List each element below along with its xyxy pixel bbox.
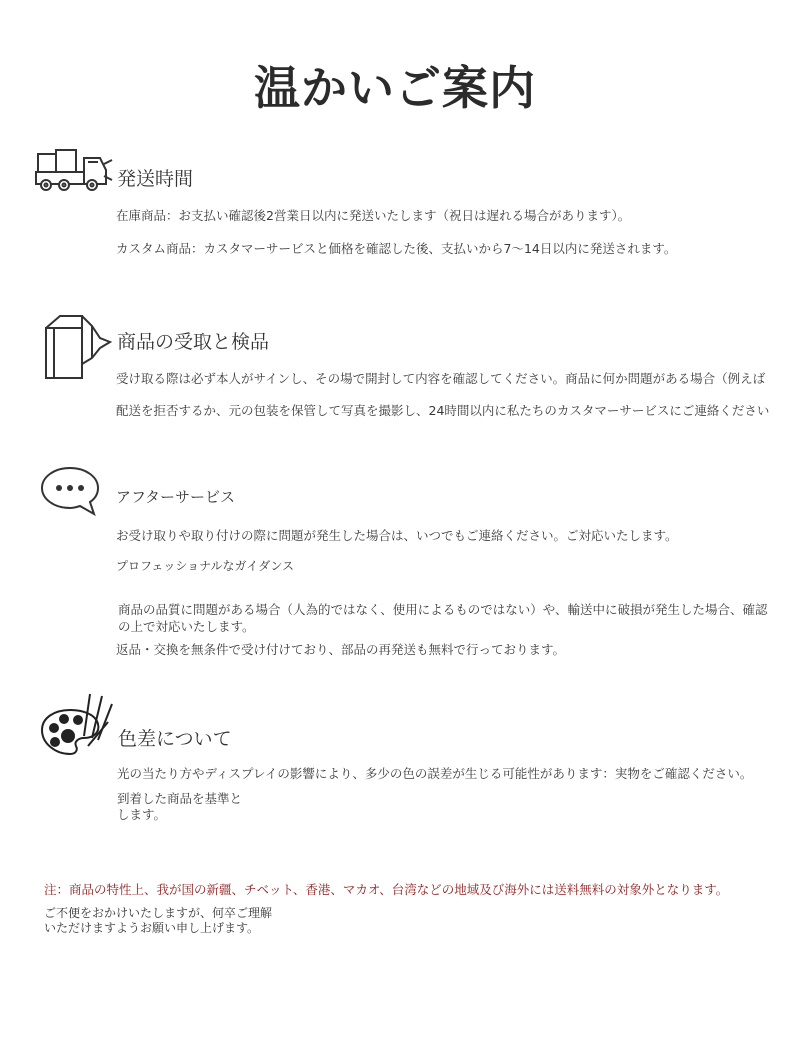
receiving-line-sign: 受け取る際は必ず本人がサインし、その場で開封して内容を確認してください。商品に何か問題がある場合（例えば [116,371,766,386]
box-icon [40,312,116,384]
after-service-line-quality: 商品の品質に問題がある場合（人為的ではなく、使用によるものではない）や、輸送中に破損が発生した場合、確認 [118,602,768,617]
receiving-line-refuse: 配送を拒否するか、元の包装を保管して写真を撮影し、24時間以内に私たちのカスタマーサービスにご連絡ください [116,403,770,418]
palette-icon [40,688,120,760]
after-service-line-contact: お受け取りや取り付けの際に問題が発生した場合は、いつでもご連絡ください。ご対応いたします。 [116,528,678,543]
apology-line-2: いただけますようお願い申し上げます。 [44,921,260,935]
section-heading-color: 色差について [118,728,232,750]
chat-bubble-icon [40,466,102,518]
section-heading-after-service: アフターサービス [116,488,235,506]
shipping-exclusion-note: 注：商品の特性上、我が国の新疆、チベット、香港、マカオ、台湾などの地域及び海外には送料無料の対象外となります。 [44,882,729,897]
color-line-display: 光の当たり方やディスプレイの影響により、多少の色の誤差が生じる可能性があります：実物をご確認ください。 [117,766,753,781]
shipping-line-stock: 在庫商品：お支払い確認後2営業日以内に発送いたします（祝日は遅れる場合があります）。 [116,208,631,223]
after-service-line-return: 返品・交換を無条件で受け付けており、部品の再発送も無料で行っております。 [116,642,566,657]
color-line-standard: 到着した商品を基準と [117,791,243,806]
after-service-line-guidance: プロフェッショナルなガイダンス [116,559,294,573]
after-service-line-quality-cont: の上で対応いたします。 [118,619,255,634]
apology-line-1: ご不便をおかけいたしますが、何卒ご理解 [44,906,273,920]
truck-icon [34,148,114,194]
color-line-standard-cont: します。 [117,807,167,822]
section-heading-receiving: 商品の受取と検品 [117,331,270,353]
shipping-line-custom: カスタム商品：カスタマーサービスと価格を確認した後、支払いから7〜14日以内に発送されます。 [116,241,677,256]
page-title: 温かいご案内 [254,61,536,115]
section-heading-shipping: 発送時間 [117,168,194,190]
